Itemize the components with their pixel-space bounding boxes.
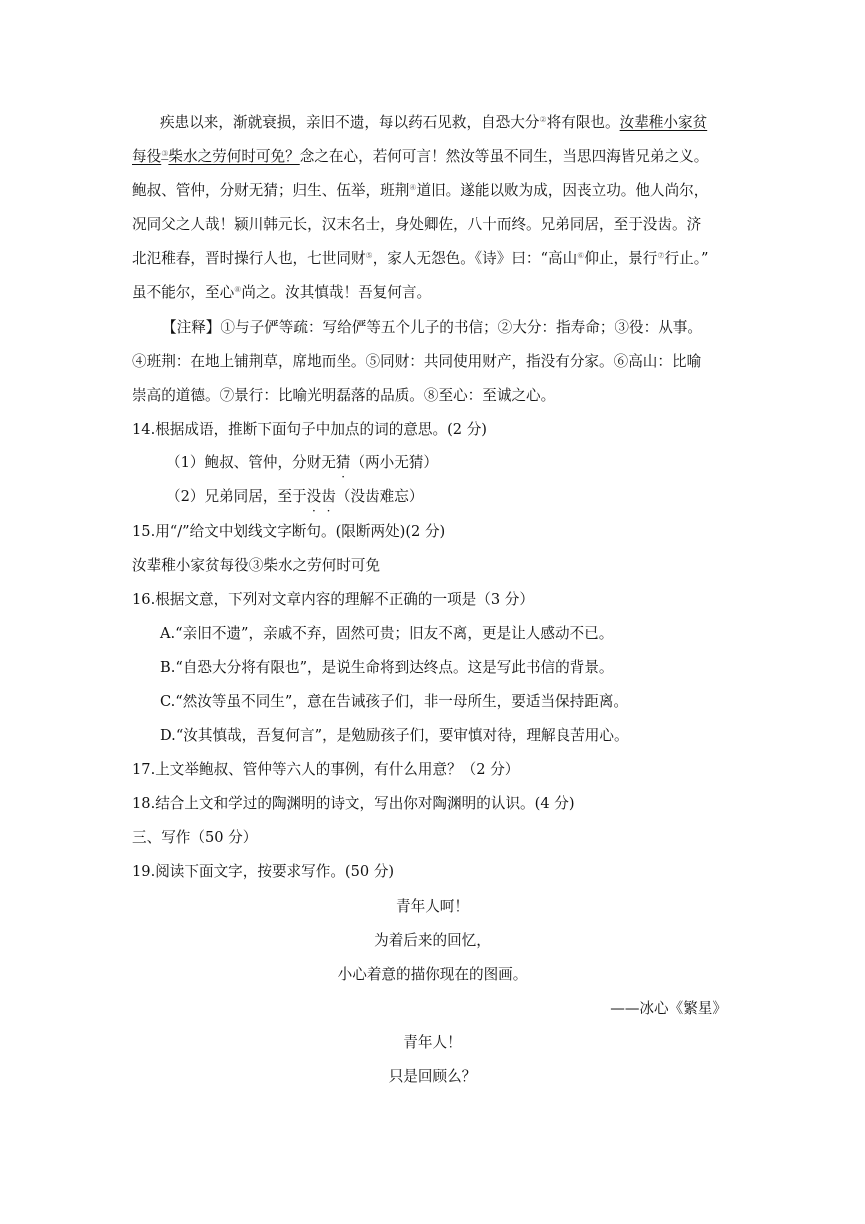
dotted-word: 没: [306, 488, 322, 505]
notes-line-3: 崇高的道德。⑦景行：比喻光明磊落的品质。⑧至心：至诚之心。: [132, 387, 556, 404]
notes-line-1: 【注释】①与子俨等疏：写给俨等五个儿子的书信；②大分：指寿命；③役：从事。: [162, 319, 702, 336]
item-text: （没齿难忘）: [335, 488, 424, 505]
note-marker: ③: [161, 149, 169, 158]
underlined-text: 柴水之劳何时可免？: [168, 148, 300, 165]
option-b: B.“自恐大分将有限也”，是说生命将到达终点。这是写此书信的背景。: [160, 659, 614, 676]
passage-line-4: [132, 215, 742, 235]
passage-text: 尚之。汝其慎哉！吾复何言。: [241, 284, 432, 301]
passage-text: ，家人无怨色。《诗》曰：“高山: [372, 250, 578, 267]
question-17: 17.上文举鲍叔、管仲等六人的事例，有什么用意？（2 分）: [132, 761, 520, 778]
underlined-text: 汝辈稚小家贫: [619, 114, 708, 131]
dotted-word: 齿: [321, 488, 336, 505]
passage-text: 念之在心，若何可言！然汝等虽不同生，当思四海皆兄弟之义。: [299, 148, 709, 165]
poem-line-2: 为着后来的回忆，: [374, 932, 491, 949]
poem-line-3: 小心着意的描你现在的图画。: [337, 966, 528, 983]
passage-text: 鲍叔、管仲，分财无猜；归生、伍举，班荆: [132, 182, 410, 199]
item-text: （2）兄弟同居，至于: [166, 488, 307, 505]
option-a: A.“亲旧不遗”，亲戚不弃，固然可贵；旧友不离，更是让人感动不已。: [160, 625, 614, 642]
note-marker: ⑥: [577, 251, 585, 260]
underlined-text: 每役: [132, 148, 162, 165]
poem-line-5: 只是回顾么？: [388, 1068, 477, 1085]
passage-text: 虽不能尔，至心: [132, 284, 235, 301]
passage-text: 北氾稚春，晋时操行人也，七世同财: [132, 250, 366, 267]
passage-line-5: [132, 249, 742, 269]
poem-line-4: 青年人！: [403, 1034, 462, 1051]
option-d: D.“汝其慎哉，吾复何言”，是勉励孩子们，要审慎对待，理解良苦用心。: [160, 727, 629, 744]
passage-line-1: [160, 113, 770, 133]
item-text: （1）鲍叔、管仲，分财无: [166, 454, 336, 471]
poem-source: ——冰心《繁星》: [610, 1000, 727, 1017]
question-16: 16.根据文意，下列对文章内容的理解不正确的一项是（3 分）: [132, 591, 534, 608]
notes-line-2: ④班荆：在地上铺荆草，席地而坐。⑤同财：共同使用财产，指没有分家。⑥高山：比喻: [132, 353, 702, 370]
question-14-item-2: [166, 487, 423, 507]
question-15: 15.用“/”给文中划线文字断句。(限断两处)(2 分): [132, 523, 446, 540]
passage-text: 疾患以来，渐就衰损，亲旧不遗，每以药石见救，自恐大分: [160, 114, 540, 131]
section-heading: 三、写作（50 分）: [132, 829, 258, 846]
passage-line-2: [132, 147, 742, 167]
question-14-item-1: [166, 453, 438, 473]
passage-text: 将有限也。: [546, 114, 620, 131]
passage-text: 道旧。遂能以败为成，因丧立功。他人尚尔，: [416, 182, 709, 199]
poem-line-1: 青年人呵！: [396, 898, 469, 915]
question-19: 19.阅读下面文字，按要求写作。(50 分): [132, 863, 395, 880]
note-marker: ⑧: [234, 285, 242, 294]
passage-line-6: [132, 283, 742, 303]
passage-line-3: [132, 181, 742, 201]
passage-text: 行止。”: [664, 250, 709, 267]
dotted-word: 猜: [335, 454, 351, 471]
note-marker: ⑤: [365, 251, 373, 260]
question-15-text: 汝辈稚小家贫每役③柴水之劳何时可免: [132, 557, 381, 574]
note-marker: ④: [409, 183, 417, 192]
option-c: C.“然汝等虽不同生”，意在告诫孩子们，非一母所生，要适当保持距离。: [160, 693, 629, 710]
question-14: 14.根据成语，推断下面句子中加点的词的意思。(2 分): [132, 421, 487, 438]
passage-text: 况同父之人哉！颍川韩元长，汉末名士，身处卿佐，八十而终。兄弟同居，至于没齿。济: [132, 216, 702, 233]
note-marker: ⑦: [657, 251, 665, 260]
note-marker: ②: [539, 115, 547, 124]
item-text: （两小无猜）: [350, 454, 439, 471]
question-18: 18.结合上文和学过的陶渊明的诗文，写出你对陶渊明的认识。(4 分): [132, 795, 575, 812]
passage-text: 仰止，景行: [584, 250, 658, 267]
